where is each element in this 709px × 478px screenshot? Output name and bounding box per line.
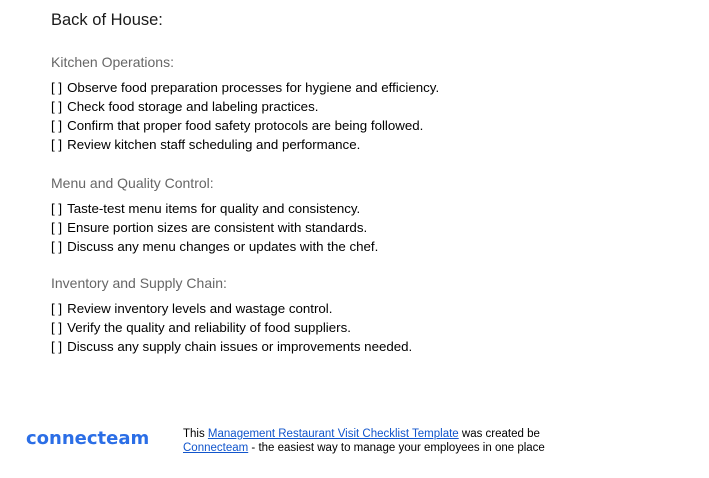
checkbox[interactable]: [ ] [51,118,63,133]
section-kitchen-operations [51,54,439,154]
checklist-item-text: Confirm that proper food safety protocols are being followed. [67,118,424,133]
checklist-item-text: Discuss any supply chain issues or improvements needed. [67,339,413,354]
checklist-item [51,135,439,154]
checklist-item [51,237,378,256]
section-menu-quality-control [51,175,378,256]
checklist-item-text: Taste-test menu items for quality and consistency. [67,201,361,216]
checklist-item-text: Review inventory levels and wastage control. [67,301,333,316]
checklist-item [51,299,412,318]
footer-tagline: - the easiest way to manage your employees in one place [248,442,545,454]
checklist-item [51,116,439,135]
checkbox[interactable]: [ ] [51,137,63,152]
checkbox[interactable]: [ ] [51,320,63,335]
checklist-item-text: Check food storage and labeling practices. [67,99,319,114]
section-inventory-supply-chain [51,275,412,356]
section-heading: Menu and Quality Control: [51,175,214,191]
footer-line-1 [183,427,545,441]
checkbox[interactable]: [ ] [51,220,63,235]
checklist-item-text: Ensure portion sizes are consistent with standards. [67,220,368,235]
checkbox[interactable]: [ ] [51,339,63,354]
checklist-item [51,199,378,218]
checklist-item-text: Review kitchen staff scheduling and performance. [67,137,361,152]
checklist [51,78,439,154]
checkbox[interactable]: [ ] [51,201,63,216]
checkbox[interactable]: [ ] [51,80,63,95]
connecteam-logo: connecteam [26,428,150,449]
checklist-item-text: Verify the quality and reliability of food suppliers. [67,320,351,335]
page-title: Back of House: [51,11,163,29]
connecteam-link[interactable]: Connecteam [183,442,249,454]
checklist-item [51,318,412,337]
checkbox[interactable]: [ ] [51,301,63,316]
footer-credit [183,427,545,455]
checklist [51,299,412,356]
template-link[interactable]: Management Restaurant Visit Checklist Template [207,428,459,440]
section-heading: Inventory and Supply Chain: [51,275,227,291]
footer-suffix: was created be [458,428,540,440]
checklist-item [51,337,412,356]
section-heading: Kitchen Operations: [51,54,174,70]
footer-line-2 [183,441,545,455]
checklist-item [51,97,439,116]
checklist-item-text: Observe food preparation processes for hygiene and efficiency. [67,80,440,95]
checklist-item [51,78,439,97]
checkbox[interactable]: [ ] [51,99,63,114]
checkbox[interactable]: [ ] [51,239,63,254]
footer-prefix: This [183,428,208,440]
checklist [51,199,378,256]
checklist-item [51,218,378,237]
checklist-item-text: Discuss any menu changes or updates with the chef. [67,239,379,254]
